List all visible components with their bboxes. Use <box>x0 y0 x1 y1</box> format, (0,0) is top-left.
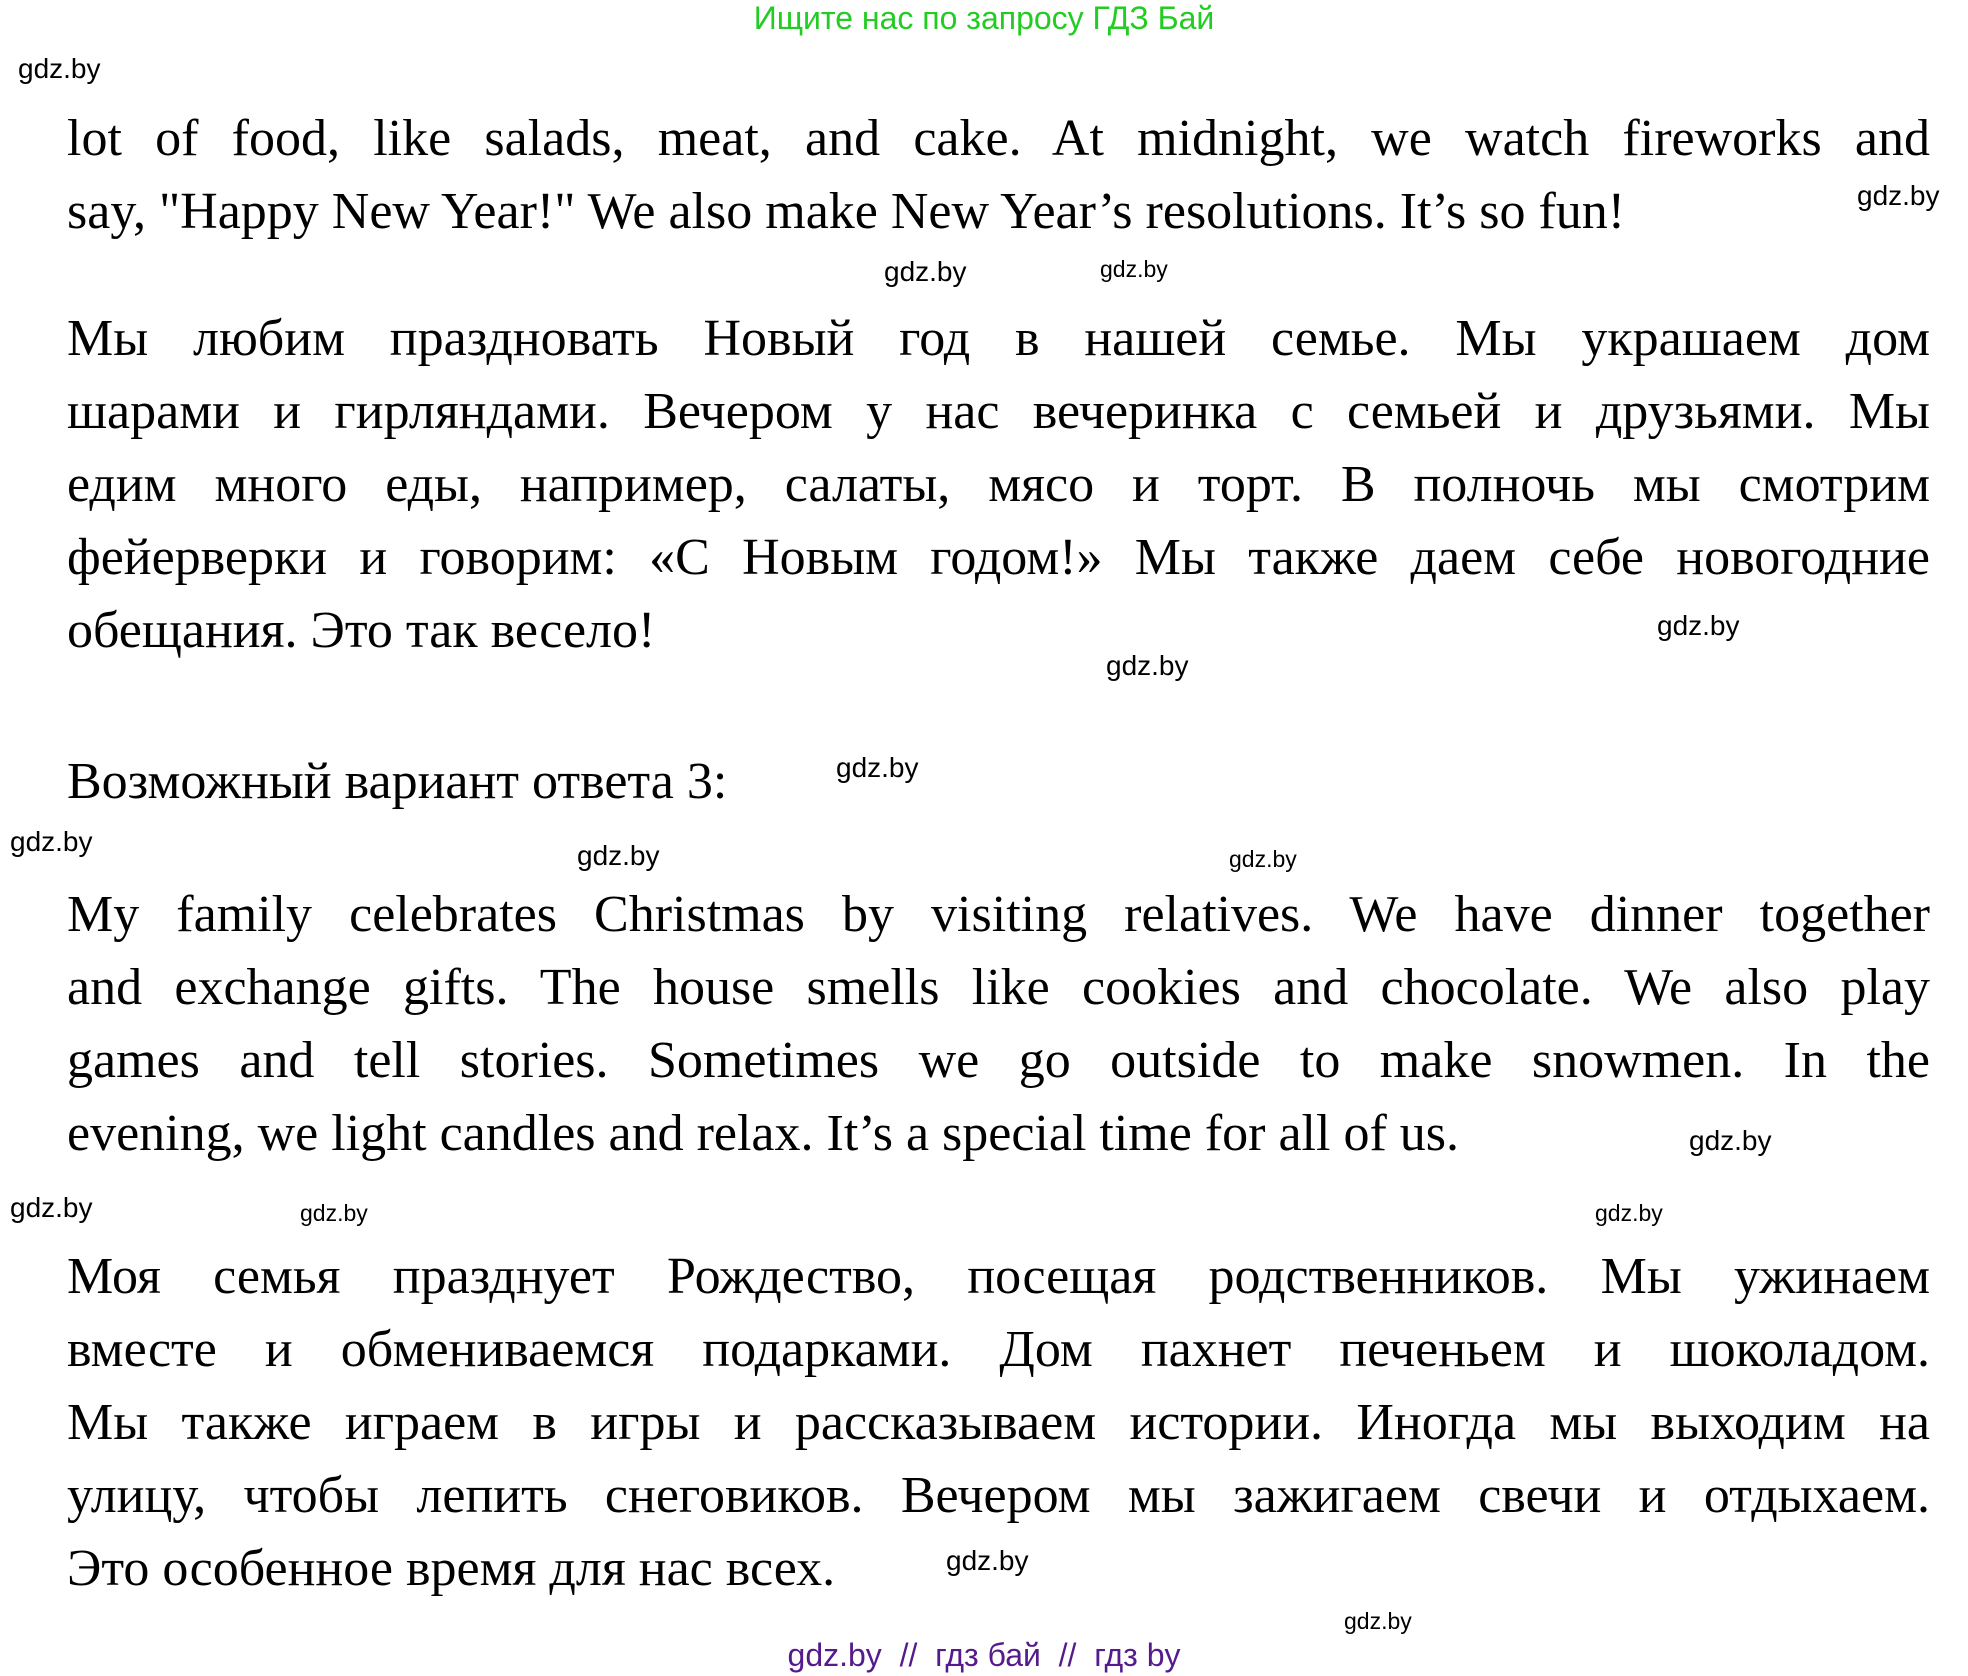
text-line: обещания. Это так весело! <box>67 602 656 659</box>
watermark: gdz.by <box>946 1545 1029 1576</box>
text-line: games and tell stories. Sometimes we go outside to make snowmen. In the <box>67 1032 1930 1089</box>
watermark: gdz.by <box>836 752 919 783</box>
text-line: вместе и обмениваемся подарками. Дом пахнет печеньем и шоколадом. <box>67 1321 1930 1378</box>
watermark: gdz.by <box>1657 610 1740 641</box>
watermark: gdz.by <box>10 826 93 857</box>
text-line: and exchange gifts. The house smells like cookies and chocolate. We also play <box>67 959 1930 1016</box>
watermark: gdz.by <box>577 840 660 871</box>
text-line: едим много еды, например, салаты, мясо и торт. В полночь мы смотрим <box>67 456 1930 513</box>
watermark: gdz.by <box>1595 1200 1663 1226</box>
text-line: Мы любим праздновать Новый год в нашей семье. Мы украшаем дом <box>67 310 1930 367</box>
text-line: evening, we light candles and relax. It’s a special time for all of us. <box>67 1105 1459 1162</box>
watermark: gdz.by <box>1689 1125 1772 1156</box>
text-line: My family celebrates Christmas by visiting relatives. We have dinner together <box>67 886 1930 943</box>
watermark: gdz.by <box>884 256 967 287</box>
text-line: улицу, чтобы лепить снеговиков. Вечером мы зажигаем свечи и отдыхаем. <box>67 1467 1930 1524</box>
text-line: шарами и гирляндами. Вечером у нас вечеринка с семьей и друзьями. Мы <box>67 383 1930 440</box>
watermark: gdz.by <box>1229 846 1297 872</box>
watermark: gdz.by <box>300 1200 368 1226</box>
watermark: gdz.by <box>18 53 101 84</box>
watermark: gdz.by <box>1344 1608 1412 1634</box>
watermark: gdz.by <box>10 1192 93 1223</box>
watermark: gdz.by <box>1100 256 1168 282</box>
text-line: lot of food, like salads, meat, and cake. At midnight, we watch fireworks and <box>67 110 1930 167</box>
watermark: gdz.by <box>1857 180 1940 211</box>
text-line: say, "Happy New Year!" We also make New Year’s resolutions. It’s so fun! <box>67 183 1626 240</box>
paragraph-english-1 <box>67 102 1930 248</box>
footer-links: gdz.by // гдз бай // гдз by <box>787 1637 1181 1673</box>
text-line: фейерверки и говорим: «С Новым годом!» Мы также даем себе новогодние <box>67 529 1930 586</box>
text-line: Мы также играем в игры и рассказываем истории. Иногда мы выходим на <box>67 1394 1930 1451</box>
answer-variant-label: Возможный вариант ответа 3: <box>67 753 728 810</box>
text-line: Это особенное время для нас всех. <box>67 1540 836 1597</box>
paragraph-english-2 <box>67 878 1930 1170</box>
paragraph-russian-1 <box>67 302 1930 667</box>
watermark: gdz.by <box>1106 650 1189 681</box>
text-line: Моя семья празднует Рождество, посещая родственников. Мы ужинаем <box>67 1248 1930 1305</box>
search-promo-header: Ищите нас по запросу ГДЗ Бай <box>753 0 1215 36</box>
